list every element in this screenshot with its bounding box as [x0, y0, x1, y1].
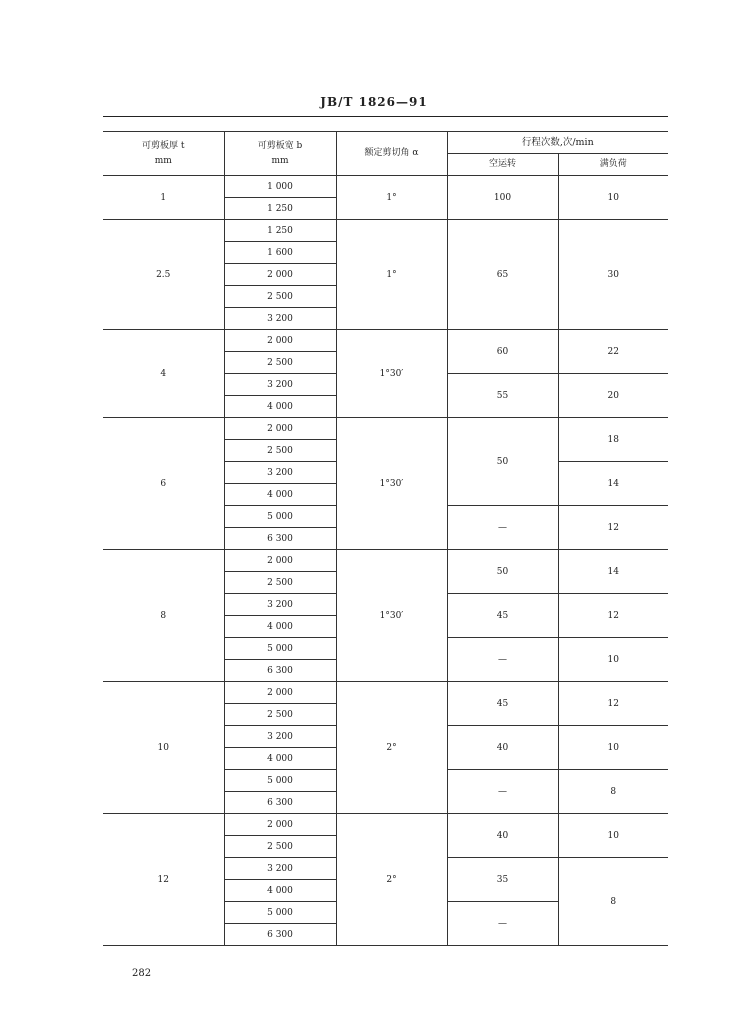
- idle-strokes-cell: 45: [447, 682, 558, 726]
- header-thickness-label: 可剪板厚 t: [142, 140, 185, 151]
- table-row: [103, 418, 668, 440]
- angle-cell: 1°30′: [336, 418, 447, 550]
- width-cell: 1 250: [224, 198, 336, 220]
- load-strokes-cell: 14: [558, 462, 668, 506]
- idle-strokes-cell: 55: [447, 374, 558, 418]
- table-row: [103, 814, 668, 836]
- width-cell: 2 500: [224, 836, 336, 858]
- header-idle: 空运转: [447, 154, 558, 176]
- width-cell: 2 500: [224, 286, 336, 308]
- header-thickness: [103, 132, 224, 176]
- thickness-cell: 12: [103, 814, 224, 946]
- thickness-cell: 2.5: [103, 220, 224, 330]
- load-strokes-cell: 12: [558, 594, 668, 638]
- width-cell: 3 200: [224, 308, 336, 330]
- spec-table: [103, 131, 668, 946]
- table-row: [103, 550, 668, 572]
- thickness-cell: 4: [103, 330, 224, 418]
- idle-strokes-cell: 50: [447, 418, 558, 506]
- width-cell: 3 200: [224, 726, 336, 748]
- standard-header: JB/T 1826—91: [320, 95, 428, 109]
- width-cell: 5 000: [224, 902, 336, 924]
- idle-strokes-cell: —: [447, 506, 558, 550]
- width-cell: 3 200: [224, 462, 336, 484]
- width-cell: 4 000: [224, 748, 336, 770]
- load-strokes-cell: 20: [558, 374, 668, 418]
- load-strokes-cell: 22: [558, 330, 668, 374]
- idle-strokes-cell: 50: [447, 550, 558, 594]
- idle-strokes-cell: 40: [447, 726, 558, 770]
- angle-cell: 1°30′: [336, 330, 447, 418]
- idle-strokes-cell: 65: [447, 220, 558, 330]
- width-cell: 2 000: [224, 682, 336, 704]
- load-strokes-cell: 18: [558, 418, 668, 462]
- load-strokes-cell: 8: [558, 770, 668, 814]
- idle-strokes-cell: 60: [447, 330, 558, 374]
- header-width-unit: mm: [271, 155, 289, 166]
- width-cell: 4 000: [224, 880, 336, 902]
- width-cell: 2 000: [224, 814, 336, 836]
- load-strokes-cell: 8: [558, 858, 668, 946]
- angle-cell: 1°30′: [336, 550, 447, 682]
- load-strokes-cell: 10: [558, 176, 668, 220]
- header-width-label: 可剪板宽 b: [257, 140, 303, 151]
- width-cell: 2 500: [224, 572, 336, 594]
- thickness-cell: 10: [103, 682, 224, 814]
- idle-strokes-cell: —: [447, 770, 558, 814]
- width-cell: 1 600: [224, 242, 336, 264]
- load-strokes-cell: 10: [558, 814, 668, 858]
- idle-strokes-cell: 40: [447, 814, 558, 858]
- width-cell: 1 250: [224, 220, 336, 242]
- header-width: [224, 132, 336, 176]
- angle-cell: 2°: [336, 682, 447, 814]
- header-thickness-unit: mm: [154, 155, 172, 166]
- width-cell: 6 300: [224, 660, 336, 682]
- thickness-cell: 1: [103, 176, 224, 220]
- table-row: [103, 176, 668, 198]
- width-cell: 3 200: [224, 594, 336, 616]
- width-cell: 2 500: [224, 440, 336, 462]
- table-row: [103, 330, 668, 352]
- page-number: 282: [132, 968, 152, 979]
- width-cell: 5 000: [224, 506, 336, 528]
- width-cell: 2 000: [224, 418, 336, 440]
- width-cell: 6 300: [224, 528, 336, 550]
- width-cell: 2 000: [224, 330, 336, 352]
- idle-strokes-cell: —: [447, 638, 558, 682]
- idle-strokes-cell: 45: [447, 594, 558, 638]
- load-strokes-cell: 30: [558, 220, 668, 330]
- width-cell: 6 300: [224, 924, 336, 946]
- load-strokes-cell: 12: [558, 506, 668, 550]
- header-load: 满负荷: [558, 154, 668, 176]
- angle-cell: 2°: [336, 814, 447, 946]
- table-row: [103, 220, 668, 242]
- width-cell: 5 000: [224, 638, 336, 660]
- load-strokes-cell: 10: [558, 638, 668, 682]
- angle-cell: 1°: [336, 176, 447, 220]
- width-cell: 4 000: [224, 396, 336, 418]
- header-rule: [103, 116, 668, 117]
- idle-strokes-cell: 35: [447, 858, 558, 902]
- idle-strokes-cell: —: [447, 902, 558, 946]
- width-cell: 4 000: [224, 616, 336, 638]
- width-cell: 2 500: [224, 704, 336, 726]
- thickness-cell: 6: [103, 418, 224, 550]
- width-cell: 3 200: [224, 858, 336, 880]
- load-strokes-cell: 14: [558, 550, 668, 594]
- load-strokes-cell: 10: [558, 726, 668, 770]
- idle-strokes-cell: 100: [447, 176, 558, 220]
- header-angle: 额定剪切角 α: [336, 132, 447, 176]
- table-body: [103, 176, 668, 946]
- width-cell: 1 000: [224, 176, 336, 198]
- angle-cell: 1°: [336, 220, 447, 330]
- width-cell: 6 300: [224, 792, 336, 814]
- header-strokes: 行程次数,次/min: [447, 132, 668, 154]
- width-cell: 4 000: [224, 484, 336, 506]
- width-cell: 3 200: [224, 374, 336, 396]
- width-cell: 2 000: [224, 264, 336, 286]
- table-row: [103, 682, 668, 704]
- thickness-cell: 8: [103, 550, 224, 682]
- width-cell: 2 500: [224, 352, 336, 374]
- width-cell: 5 000: [224, 770, 336, 792]
- width-cell: 2 000: [224, 550, 336, 572]
- load-strokes-cell: 12: [558, 682, 668, 726]
